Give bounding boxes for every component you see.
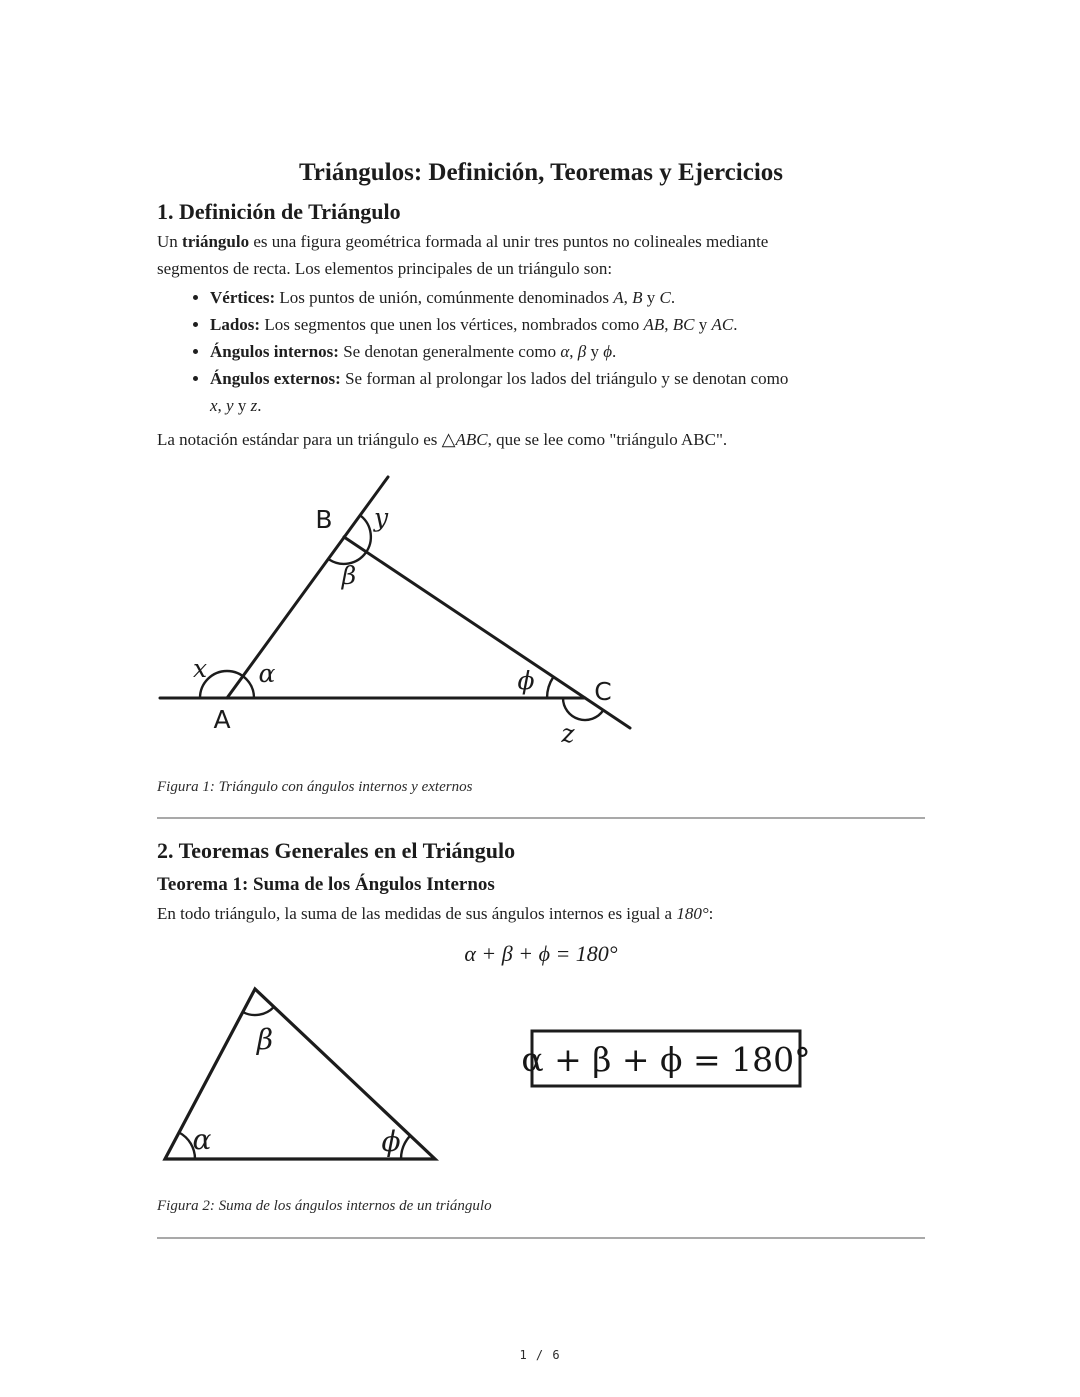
list-item-lados: • Lados: Los segmentos que unen los vértices, nombrados como AB, BC y AC. (210, 311, 925, 338)
fig1-label-z: z (561, 719, 575, 748)
page-number-indicator: 1 / 6 (519, 1348, 561, 1362)
list-item-angulos-externos: • Ángulos externos: Se forman al prolongar los lados del triángulo y se denotan como x, y y z. (210, 365, 925, 419)
fig1-label-b: B (315, 505, 333, 534)
fig1-label-beta: β (341, 561, 357, 590)
section-1-heading: 1. Definición de Triángulo (157, 199, 401, 224)
section-1-intro-paragraph: Un triángulo es una figura geométrica formada al unir tres puntos no colineales mediante segmentos de recta. Los elementos principales de un triángulo son: (157, 232, 769, 278)
fig2-arc-beta (243, 1007, 274, 1015)
fig2-label-beta: β (256, 1023, 274, 1056)
fig2-arc-phi (401, 1136, 410, 1159)
triangle-elements-list (157, 284, 925, 419)
fig1-arc-phi (547, 677, 553, 698)
fig2-formula-text: α + β + ϕ = 180° (521, 1040, 811, 1079)
fig1-label-y: y (373, 503, 389, 532)
figure-2-triangle-internal-angle-sum (155, 977, 815, 1172)
list-item-angulos-internos: • Ángulos internos: Se denotan generalmente como α, β y ϕ. (210, 338, 925, 365)
notation-paragraph: La notación estándar para un triángulo es △ABC, que se lee como "triángulo ABC". (157, 429, 728, 449)
fig1-arc-vertex-a (200, 671, 254, 698)
figure-1-triangle-internal-external-angles (152, 472, 652, 762)
figure-1-caption: Figura 1: Triángulo con ángulos internos y externos (157, 779, 473, 795)
fig1-label-c: C (594, 677, 612, 706)
page-content (157, 158, 925, 1239)
document-title: Triángulos: Definición, Teoremas y Ejercicios (298, 159, 783, 186)
theorem-1-formula: α + β + ϕ = 180° (464, 941, 618, 966)
list-item-vertices: • Vértices: Los puntos de unión, comúnmente denominados A, B y C. (210, 284, 925, 311)
fig1-label-alpha: α (258, 659, 276, 688)
section-2-heading: 2. Teoremas Generales en el Triángulo (157, 838, 516, 863)
section-divider-2 (157, 1237, 925, 1239)
fig1-label-a: A (213, 705, 231, 734)
fig1-label-x: x (192, 654, 208, 683)
fig1-label-phi: ϕ (517, 666, 535, 695)
fig2-label-phi: ϕ (381, 1125, 401, 1158)
fig2-label-alpha: α (192, 1123, 212, 1156)
section-divider-1 (157, 817, 925, 819)
fig1-side-ab-extended (227, 477, 388, 698)
figure-2-caption: Figura 2: Suma de los ángulos internos de un triángulo (157, 1198, 492, 1214)
theorem-1-paragraph: En todo triángulo, la suma de las medidas de sus ángulos internos es igual a 180°: (157, 904, 714, 923)
theorem-1-heading: Teorema 1: Suma de los Ángulos Internos (157, 874, 495, 895)
